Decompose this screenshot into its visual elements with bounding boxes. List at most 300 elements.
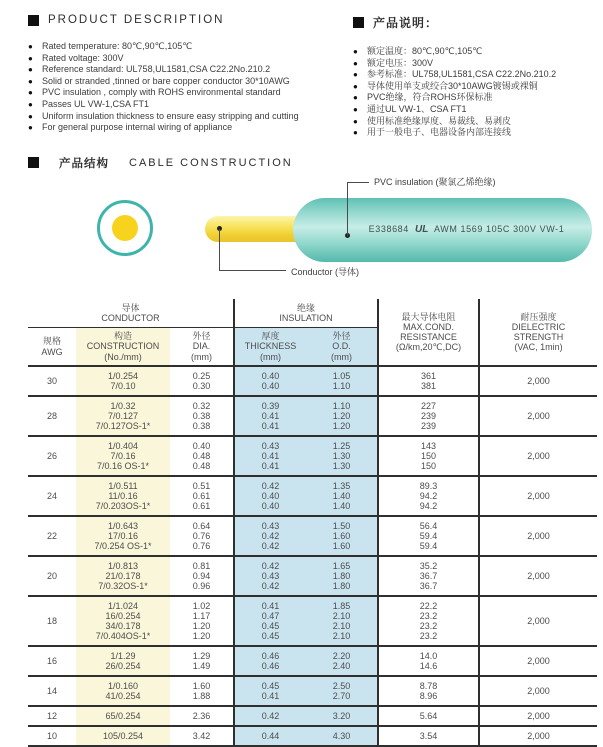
- conductor-group-header: [28, 299, 234, 328]
- construction-cell-line: 11/0.16: [108, 491, 138, 502]
- construction-cell-line: 41/0.254: [105, 691, 141, 702]
- bullet-item: ● 额定电压：300V: [353, 57, 434, 68]
- construction-cell-line: 17/0.16: [107, 531, 139, 542]
- callout-line: [347, 182, 369, 183]
- construction-cell-line: 1/0.254: [107, 371, 139, 382]
- dia-cell: [170, 726, 234, 746]
- resistance-cell: [378, 676, 479, 706]
- thickness-cell-line: 0.39: [261, 401, 280, 412]
- spec-row-awg-16: [28, 646, 597, 676]
- awg-cell: 10: [28, 726, 76, 746]
- construction-cell: [76, 726, 170, 746]
- header-line: DIA.: [192, 341, 211, 352]
- thickness-cell: [234, 646, 306, 676]
- dia-cell-line: 1.60: [192, 681, 211, 692]
- header-line: (mm): [260, 351, 281, 362]
- dia-cell: [170, 556, 234, 596]
- conductor-core-dot: [112, 215, 138, 241]
- thickness-cell-line: 0.42: [261, 531, 280, 542]
- dia-cell-line: 0.40: [192, 441, 211, 452]
- thickness-cell-line: 0.40: [261, 381, 280, 392]
- bullet-item: ● 使用标准绝缘厚度、易裁线、易剥皮: [353, 115, 512, 126]
- bullet-item: ● 参考标准：UL758,UL1581,CSA C22.2No.210.2: [353, 69, 557, 80]
- thickness-cell-line: 0.42: [261, 481, 280, 492]
- header-line: 耐压强度: [520, 312, 557, 322]
- od-cell-line: 1.40: [332, 501, 351, 512]
- header-line: RESISTANCE: [400, 332, 457, 342]
- thickness-cell: [234, 366, 306, 396]
- od-cell: [306, 366, 378, 396]
- header-line: (mm): [331, 351, 352, 362]
- dia-cell-line: 1.49: [192, 661, 211, 672]
- od-cell-line: 4.30: [332, 731, 351, 742]
- thickness-cell-line: 0.44: [261, 731, 280, 742]
- header-line: 最大导体电阻: [401, 312, 456, 322]
- resistance-cell-line: 14.6: [419, 661, 438, 672]
- dia-cell-line: 0.76: [192, 531, 211, 542]
- resistance-cell-line: 59.4: [419, 531, 438, 542]
- resistance-cell: [378, 396, 479, 436]
- bullet-icon: ●: [28, 53, 33, 63]
- resistance-cell: [378, 366, 479, 396]
- construction-cell-line: 7/0.127OS-1*: [95, 421, 151, 432]
- bullet-item: ● 通过UL VW-1、CSA FT1: [353, 103, 467, 114]
- od-cell: [306, 726, 378, 746]
- thickness-cell: [234, 676, 306, 706]
- od-cell-line: 1.30: [332, 461, 351, 472]
- strength-cell: 2,000: [479, 516, 597, 556]
- bullet-item: ● Uniform insulation thickness to ensure easy stripping and cutting: [28, 110, 299, 121]
- od-cell-line: 2.70: [332, 691, 351, 702]
- od-cell-line: 1.60: [332, 541, 351, 552]
- construction-cell-line: 16/0.254: [105, 611, 141, 622]
- bullet-icon: ●: [28, 123, 33, 133]
- resistance-cell-line: 35.2: [419, 561, 438, 572]
- dia-cell-line: 0.96: [192, 581, 211, 592]
- insulation-label: PVC insulation (聚氯乙烯绝缘): [374, 176, 496, 187]
- thickness-cell-line: 0.40: [261, 501, 280, 512]
- construction-cell: [76, 556, 170, 596]
- insulation-group-header: [234, 299, 378, 328]
- bullet-icon: ●: [353, 47, 358, 56]
- header-line: STRENGTH: [513, 332, 564, 342]
- thickness-cell-line: 0.46: [261, 661, 280, 672]
- construction-cell-line: 21/0.178: [105, 571, 141, 582]
- header-line: AWG: [41, 346, 63, 357]
- bullet-item: ● For general purpose internal wiring of appliance: [28, 122, 233, 133]
- construction-title-en: CABLE CONSTRUCTION: [129, 156, 293, 169]
- callout-line: [347, 182, 348, 236]
- od-cell: [306, 516, 378, 556]
- construction-cell-line: 1/1.024: [107, 601, 139, 612]
- bullet-item: ● PVC insulation , comply with ROHS environmental standard: [28, 87, 281, 98]
- resistance-cell: [378, 726, 479, 746]
- strength-cell: 2,000: [479, 476, 597, 516]
- dia-cell-line: 3.42: [192, 731, 211, 742]
- strength-cell: 2,000: [479, 676, 597, 706]
- dia-cell-line: 2.36: [192, 711, 211, 722]
- spec-row-awg-18: [28, 596, 597, 646]
- bullet-item: ● Rated temperature: 80℃,90℃,105℃: [28, 41, 193, 51]
- resistance-cell-line: 36.7: [419, 571, 438, 582]
- header-line: 厚度: [261, 330, 280, 341]
- awg-cell: 18: [28, 596, 76, 646]
- resistance-cell-line: 89.3: [419, 481, 438, 492]
- header-line: (No./mm): [104, 351, 142, 362]
- resistance-cell-line: 59.4: [419, 541, 438, 552]
- bullet-item: ● Rated voltage: 300V: [28, 52, 124, 63]
- bullet-icon: ●: [353, 58, 358, 68]
- dia-cell-line: 0.94: [192, 571, 211, 582]
- dia-cell-line: 1.88: [192, 691, 211, 702]
- construction-cell-line: 7/0.10: [110, 381, 136, 392]
- awg-column-header: [28, 327, 76, 366]
- header-line: 规格: [42, 336, 61, 346]
- thickness-cell-line: 0.41: [261, 601, 280, 612]
- spec-row-awg-30: [28, 366, 597, 396]
- construction-cell-line: 7/0.16: [110, 451, 136, 462]
- od-cell: [306, 556, 378, 596]
- dia-cell: [170, 646, 234, 676]
- bullet-icon: ●: [28, 111, 33, 121]
- bullet-item: ● 用于一般电子、电器设备内部连接线: [353, 127, 512, 138]
- resistance-cell: [378, 476, 479, 516]
- awg-cell: 30: [28, 366, 76, 396]
- resistance-cell-line: 8.78: [419, 681, 438, 692]
- resistance-cell-line: 381: [420, 381, 437, 392]
- dia-cell-line: 0.61: [192, 491, 211, 502]
- awg-cell: 24: [28, 476, 76, 516]
- od-cell-line: 1.10: [332, 401, 351, 412]
- thickness-column-header: [234, 327, 306, 366]
- dia-cell-line: 0.48: [192, 461, 211, 472]
- od-cell: [306, 646, 378, 676]
- thickness-cell-line: 0.42: [261, 711, 280, 722]
- section-marker-icon: [28, 157, 39, 168]
- dia-cell: [170, 476, 234, 516]
- dia-column-header: [170, 327, 234, 366]
- header-line: 构造: [113, 330, 132, 341]
- bullet-icon: ●: [28, 99, 33, 109]
- od-cell-line: 2.40: [332, 661, 351, 672]
- od-cell-line: 2.50: [332, 681, 351, 692]
- construction-cell-line: 7/0.127: [107, 411, 139, 422]
- resistance-cell-line: 23.2: [419, 621, 438, 632]
- bullet-item: ● Reference standard: UL758,UL1581,CSA C22.2No.210.2: [28, 64, 271, 75]
- thickness-cell-line: 0.45: [261, 631, 280, 642]
- construction-cell-line: 7/0.203OS-1*: [95, 501, 151, 512]
- dia-cell: [170, 596, 234, 646]
- construction-cell-line: 1/0.511: [108, 481, 138, 492]
- od-cell-line: 1.65: [332, 561, 351, 572]
- dia-cell: [170, 366, 234, 396]
- thickness-cell: [234, 436, 306, 476]
- od-cell-line: 1.40: [332, 491, 351, 502]
- resistance-cell-line: 94.2: [419, 491, 438, 502]
- od-cell: [306, 596, 378, 646]
- dia-cell-line: 0.61: [192, 501, 211, 512]
- construction-cell-line: 7/0.404OS-1*: [95, 631, 151, 642]
- cable-diagram: [0, 173, 603, 299]
- dia-cell-line: 1.29: [192, 651, 211, 662]
- product-notes-list: [353, 46, 601, 139]
- od-cell-line: 1.30: [332, 451, 351, 462]
- thickness-cell-line: 0.41: [261, 421, 280, 432]
- construction-cell: [76, 676, 170, 706]
- od-cell-line: 2.20: [332, 651, 351, 662]
- thickness-cell-line: 0.40: [261, 491, 280, 502]
- resistance-cell-line: 361: [420, 371, 437, 382]
- resistance-cell-line: 150: [420, 451, 437, 462]
- construction-cell: [76, 396, 170, 436]
- thickness-cell-line: 0.41: [261, 411, 280, 422]
- bullet-icon: ●: [28, 65, 33, 75]
- header-line: CONDUCTOR: [101, 312, 160, 323]
- thickness-cell: [234, 476, 306, 516]
- thickness-cell-line: 0.43: [261, 521, 280, 532]
- spec-row-awg-24: [28, 476, 597, 516]
- awg-cell: 26: [28, 436, 76, 476]
- dia-cell: [170, 676, 234, 706]
- thickness-cell-line: 0.45: [261, 621, 280, 632]
- cable-print-text: [321, 224, 565, 235]
- header-line: 外径: [192, 330, 211, 341]
- construction-cell-line: 26/0.254: [105, 661, 141, 672]
- awg-cell: 28: [28, 396, 76, 436]
- bullet-icon: ●: [353, 81, 358, 91]
- spec-row-awg-26: [28, 436, 597, 476]
- resistance-cell-line: 23.2: [419, 611, 438, 622]
- dia-cell-line: 0.30: [192, 381, 211, 392]
- resistance-cell-line: 239: [420, 421, 437, 432]
- spec-row-awg-22: [28, 516, 597, 556]
- header-line: (VAC, 1min): [514, 342, 563, 352]
- construction-cell: [76, 366, 170, 396]
- dia-cell-line: 0.38: [192, 421, 211, 432]
- construction-cell: [76, 596, 170, 646]
- od-cell-line: 2.10: [332, 631, 351, 642]
- header-line: (Ω/km,20℃,DC): [395, 342, 462, 352]
- header-line: CONSTRUCTION: [86, 341, 160, 352]
- spec-table: [28, 299, 597, 747]
- construction-cell-line: 1/1.29: [110, 651, 136, 662]
- ul-logo-icon: UL: [415, 224, 429, 236]
- construction-column-header: [76, 327, 170, 366]
- dia-cell-line: 1.02: [192, 601, 211, 612]
- header-line: O.D.: [332, 341, 351, 352]
- od-cell-line: 3.20: [332, 711, 351, 722]
- construction-cell-line: 34/0.178: [105, 621, 141, 632]
- bullet-icon: ●: [353, 93, 358, 103]
- construction-cell-line: 1/0.160: [107, 681, 139, 692]
- strength-column-header: [479, 299, 597, 367]
- thickness-cell-line: 0.47: [261, 611, 280, 622]
- dia-cell-line: 1.20: [192, 621, 211, 632]
- dia-cell: [170, 396, 234, 436]
- callout-line: [219, 229, 220, 270]
- thickness-cell: [234, 706, 306, 726]
- header-line: 外径: [332, 330, 351, 341]
- section-marker-icon: [353, 17, 364, 28]
- resistance-cell-line: 23.2: [419, 631, 438, 642]
- header-line: 导体: [121, 302, 140, 313]
- resistance-cell-line: 36.7: [419, 581, 438, 592]
- od-cell: [306, 396, 378, 436]
- awg-cell: 12: [28, 706, 76, 726]
- product-notes-title: 产品说明：: [373, 16, 439, 30]
- resistance-cell-line: 56.4: [419, 521, 438, 532]
- construction-title-zh: 产品结构: [59, 157, 109, 170]
- bullet-icon: ●: [28, 88, 33, 98]
- thickness-cell-line: 0.40: [261, 371, 280, 382]
- thickness-cell-line: 0.43: [261, 571, 280, 582]
- dia-cell-line: 0.51: [192, 481, 211, 492]
- conductor-label: Conductor (导体): [291, 266, 360, 277]
- bullet-item: ● 额定温度：80℃,90℃,105℃: [353, 46, 483, 56]
- od-cell-line: 1.80: [332, 571, 351, 582]
- dia-cell-line: 0.38: [192, 411, 211, 422]
- thickness-cell-line: 0.42: [261, 541, 280, 552]
- construction-cell: [76, 516, 170, 556]
- spec-row-awg-20: [28, 556, 597, 596]
- header-line: 绝缘: [296, 302, 315, 313]
- awg-cell: 16: [28, 646, 76, 676]
- awg-cell: 20: [28, 556, 76, 596]
- construction-cell: [76, 436, 170, 476]
- construction-cell-line: 7/0.32OS-1*: [98, 581, 148, 592]
- bullet-icon: ●: [353, 116, 358, 126]
- construction-cell-line: 7/0.254 OS-1*: [94, 541, 152, 552]
- description-section: [0, 0, 603, 139]
- resistance-cell-line: 14.0: [419, 651, 438, 662]
- resistance-cell-line: 239: [420, 411, 437, 422]
- od-cell-line: 2.10: [332, 611, 351, 622]
- bullet-icon: ●: [28, 42, 33, 51]
- bullet-item: ● Solid or stranded ,tinned or bare copper conductor 30*10AWG: [28, 75, 290, 86]
- strength-cell: 2,000: [479, 556, 597, 596]
- cable-spec-text: AWM 1569 105C 300V VW-1: [433, 224, 565, 235]
- dia-cell-line: 0.25: [192, 371, 211, 382]
- strength-cell: 2,000: [479, 706, 597, 726]
- thickness-cell: [234, 516, 306, 556]
- group-header-row: [28, 299, 597, 328]
- header-line: DIELECTRIC: [511, 322, 566, 332]
- construction-cell-line: 7/0.16 OS-1*: [96, 461, 150, 472]
- thickness-cell: [234, 556, 306, 596]
- dia-cell-line: 0.76: [192, 541, 211, 552]
- od-cell-line: 1.35: [332, 481, 351, 492]
- cert-number: E338684: [368, 224, 409, 235]
- thickness-cell-line: 0.45: [261, 681, 280, 692]
- strength-cell: 2,000: [479, 436, 597, 476]
- product-description-title: PRODUCT DESCRIPTION: [48, 14, 225, 26]
- od-cell-line: 1.25: [332, 441, 351, 452]
- callout-line: [219, 270, 286, 271]
- resistance-cell-line: 94.2: [419, 501, 438, 512]
- strength-cell: 2,000: [479, 596, 597, 646]
- od-cell: [306, 436, 378, 476]
- bullet-icon: ●: [353, 70, 358, 80]
- construction-cell: [76, 706, 170, 726]
- bullet-icon: ●: [353, 128, 358, 138]
- construction-cell: [76, 476, 170, 516]
- bullet-icon: ●: [28, 76, 33, 86]
- dia-cell-line: 0.48: [192, 451, 211, 462]
- spec-row-awg-28: [28, 396, 597, 436]
- od-cell-line: 1.20: [332, 411, 351, 422]
- spec-row-awg-10: [28, 726, 597, 746]
- od-cell-line: 1.50: [332, 521, 351, 532]
- header-line: MAX.COND.: [402, 322, 454, 332]
- construction-cell: [76, 646, 170, 676]
- resistance-cell-line: 227: [420, 401, 437, 412]
- dia-cell: [170, 706, 234, 726]
- strength-cell: 2,000: [479, 366, 597, 396]
- resistance-cell-line: 22.2: [419, 601, 438, 612]
- resistance-cell: [378, 516, 479, 556]
- bullet-item: ● 导体使用单支或绞合30*10AWG镀锡或裸铜: [353, 80, 538, 91]
- thickness-cell: [234, 396, 306, 436]
- dia-cell-line: 1.20: [192, 631, 211, 642]
- dia-cell-line: 1.17: [192, 611, 211, 622]
- cable-cross-section: [97, 200, 153, 256]
- resistance-cell: [378, 646, 479, 676]
- product-description-column: [28, 14, 353, 139]
- dia-cell: [170, 516, 234, 556]
- thickness-cell: [234, 596, 306, 646]
- resistance-cell-line: 143: [420, 441, 437, 452]
- thickness-cell-line: 0.41: [261, 691, 280, 702]
- bullet-item: ● PVC绝缘，符合ROHS环保标准: [353, 92, 493, 103]
- od-cell: [306, 706, 378, 726]
- awg-cell: 14: [28, 676, 76, 706]
- section-marker-icon: [28, 15, 39, 26]
- product-description-heading: [28, 14, 353, 26]
- construction-cell-line: 105/0.254: [102, 731, 144, 742]
- strength-cell: 2,000: [479, 646, 597, 676]
- construction-cell-line: 65/0.254: [105, 711, 141, 722]
- resistance-cell: [378, 556, 479, 596]
- od-cell: [306, 476, 378, 516]
- construction-cell-line: 1/0.404: [107, 441, 139, 452]
- od-cell-line: 1.80: [332, 581, 351, 592]
- thickness-cell-line: 0.42: [261, 561, 280, 572]
- strength-cell: 2,000: [479, 726, 597, 746]
- od-column-header: [306, 327, 378, 366]
- header-line: INSULATION: [279, 312, 333, 323]
- strength-cell: 2,000: [479, 396, 597, 436]
- od-cell-line: 1.85: [332, 601, 351, 612]
- dia-cell-line: 0.32: [192, 401, 211, 412]
- od-cell-line: 1.10: [332, 381, 351, 392]
- construction-cell-line: 1/0.813: [107, 561, 139, 572]
- header-line: THICKNESS: [244, 341, 297, 352]
- product-description-list: [28, 41, 353, 134]
- spec-row-awg-14: [28, 676, 597, 706]
- insulation-body: [293, 198, 592, 262]
- product-notes-heading: [353, 14, 601, 31]
- bullet-icon: ●: [353, 104, 358, 114]
- od-cell: [306, 676, 378, 706]
- construction-cell-line: 1/0.643: [107, 521, 139, 532]
- product-notes-column: [353, 14, 601, 139]
- header-line: (mm): [191, 351, 212, 362]
- awg-cell: 22: [28, 516, 76, 556]
- dia-cell-line: 0.81: [192, 561, 211, 572]
- od-cell-line: 1.20: [332, 421, 351, 432]
- dia-cell-line: 0.64: [192, 521, 211, 532]
- thickness-cell: [234, 726, 306, 746]
